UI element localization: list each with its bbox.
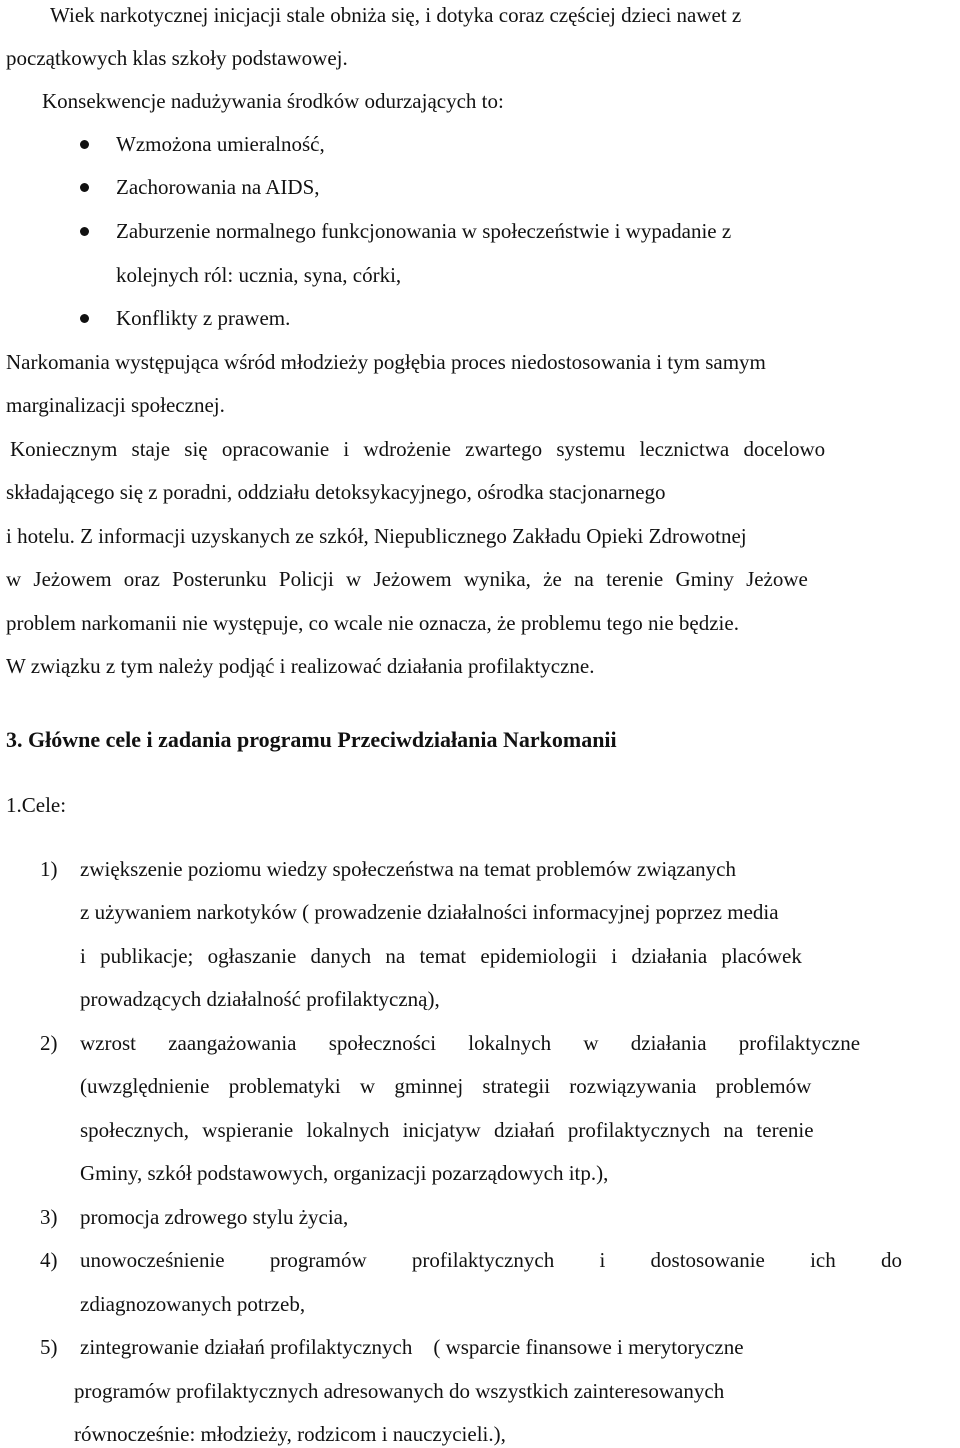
konieczne-line-6: W związku z tym należy podjąć i realizować działania profilaktyczne.: [6, 654, 595, 678]
goal-1-line-2: z używaniem narkotyków ( prowadzenie działalności informacyjnej poprzez media: [80, 900, 779, 924]
intro-line-2: początkowych klas szkoły podstawowej.: [6, 46, 348, 70]
cele-label: 1.Cele:: [6, 793, 67, 817]
konieczne-line-4: w Jeżowem oraz Posterunku Policji w Jeżowem wynika, że na terenie Gminy Jeżowe: [6, 567, 808, 591]
goal-2-line-3: społecznych, wspieranie lokalnych inicjatyw działań profilaktycznych na terenie: [80, 1118, 814, 1142]
goal-1-number: 1): [40, 857, 58, 881]
goal-1-line-1: zwiększenie poziomu wiedzy społeczeństwa na temat problemów związanych: [80, 857, 736, 881]
goal-1-line-3: i publikacje; ogłaszanie danych na temat epidemiologii i działania placówek: [80, 944, 802, 968]
bullet-dot-icon: [80, 314, 89, 323]
konieczne-line-3: i hotelu. Z informacji uzyskanych ze szkół, Niepublicznego Zakładu Opieki Zdrowotnej: [6, 524, 747, 548]
goal-4-line-2: zdiagnozowanych potrzeb,: [80, 1292, 306, 1316]
bullet-item-3: Zaburzenie normalnego funkcjonowania w społeczeństwie i wypadanie z: [116, 219, 732, 243]
konieczne-line-1: Koniecznym staje się opracowanie i wdrożenie zwartego systemu lecznictwa docelowo: [10, 437, 826, 461]
bullet-dot-icon: [80, 140, 89, 149]
section-heading: 3. Główne cele i zadania programu Przeciwdziałania Narkomanii: [6, 727, 617, 752]
konieczne-line-5: problem narkomanii nie występuje, co wcale nie oznacza, że problemu tego nie będzie.: [6, 611, 739, 635]
goal-2-line-2: (uwzględnienie problematyki w gminnej strategii rozwiązywania problemów: [80, 1074, 812, 1098]
goal-3-line-1: promocja zdrowego stylu życia,: [80, 1205, 349, 1229]
goal-5-line-1: zintegrowanie działań profilaktycznych ( wsparcie finansowe i merytoryczne: [80, 1335, 744, 1359]
consequences-lead: Konsekwencje nadużywania środków odurzających to:: [42, 89, 504, 113]
goal-5-number: 5): [40, 1335, 58, 1359]
goal-2-line-4: Gminy, szkół podstawowych, organizacji pozarządowych itp.),: [80, 1161, 609, 1185]
bullet-item-3-cont: kolejnych ról: ucznia, syna, córki,: [116, 263, 402, 287]
bullet-dot-icon: [80, 227, 89, 236]
bullet-item-1: Wzmożona umieralność,: [116, 132, 325, 156]
narkomania-line-2: marginalizacji społecznej.: [6, 393, 225, 417]
goal-5-line-3: równocześnie: młodzieży, rodzicom i nauczycieli.),: [74, 1422, 506, 1446]
intro-line-1: Wiek narkotycznej inicjacji stale obniża się, i dotyka coraz częściej dzieci nawet z: [50, 3, 742, 27]
goal-4-number: 4): [40, 1248, 58, 1272]
goal-1-line-4: prowadzących działalność profilaktyczną),: [80, 987, 440, 1011]
bullet-dot-icon: [80, 183, 89, 192]
bullet-item-4: Konflikty z prawem.: [116, 306, 291, 330]
bullet-item-2: Zachorowania na AIDS,: [116, 175, 320, 199]
goal-5-line-2: programów profilaktycznych adresowanych do wszystkich zainteresowanych: [74, 1379, 725, 1403]
goal-4-line-1: unowocześnienie programów profilaktycznych i dostosowanie ich do: [80, 1248, 903, 1272]
goal-2-line-1: wzrost zaangażowania społeczności lokalnych w działania profilaktyczne: [80, 1031, 861, 1055]
goal-3-number: 3): [40, 1205, 58, 1229]
konieczne-line-2: składającego się z poradni, oddziału detoksykacyjnego, ośrodka stacjonarnego: [6, 480, 666, 504]
goal-2-number: 2): [40, 1031, 58, 1055]
narkomania-line-1: Narkomania występująca wśród młodzieży pogłębia proces niedostosowania i tym samym: [6, 350, 766, 374]
